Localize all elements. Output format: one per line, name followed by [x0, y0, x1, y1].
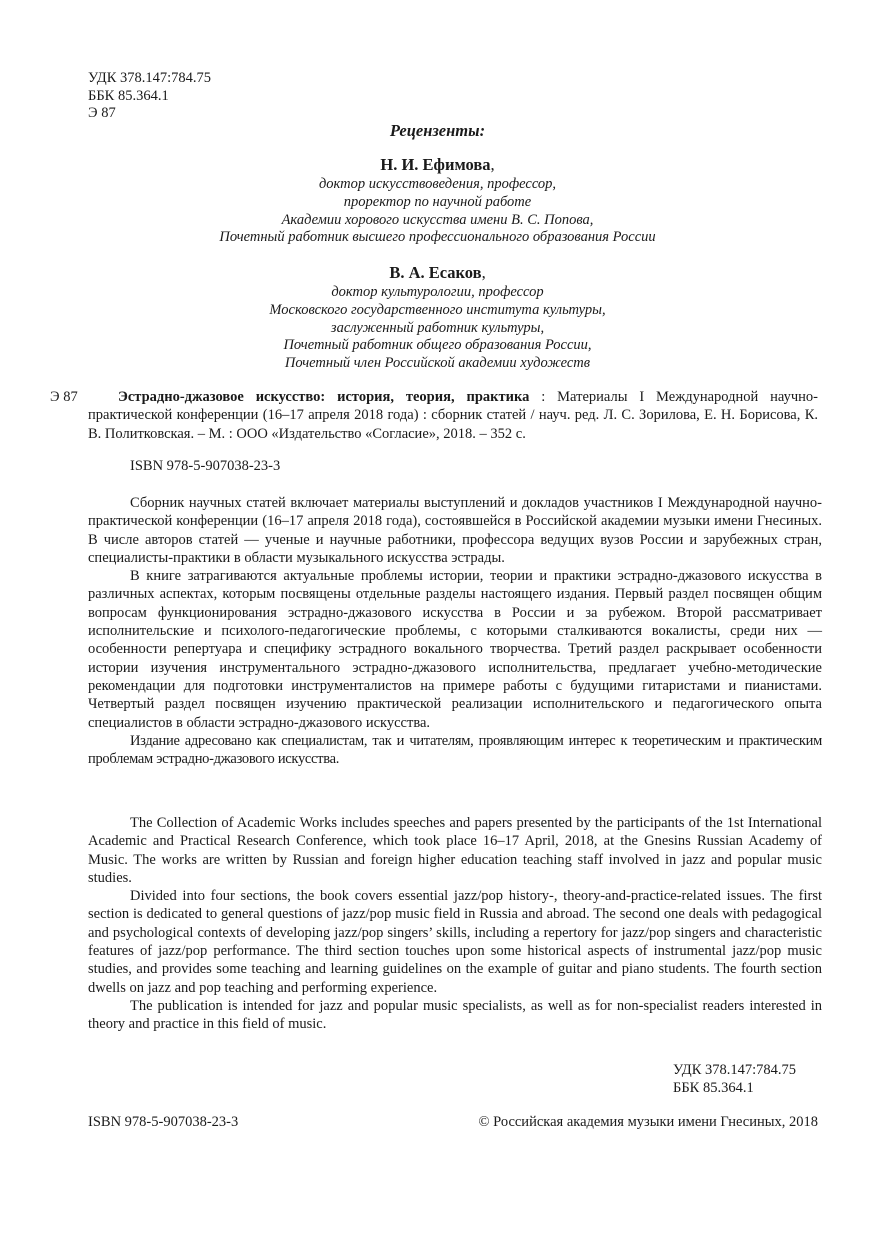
reviewer-title-line: доктор искусствоведения, профессор, — [318, 176, 557, 192]
reviewer-name: Н. И. Ефимова — [380, 155, 491, 174]
bbk-code: ББК 85.364.1 — [673, 1080, 754, 1096]
reviewer-title-line: Почетный член Российской академии художеств — [284, 355, 591, 372]
record-code: Э 87 — [50, 389, 78, 405]
copyright-notice: © Российская академия музыки имени Гнесиных, 2018 — [478, 1114, 818, 1130]
abstract-paragraph: Divided into four sections, the book covers essential jazz/pop history-, theory-and-practice-related issues. The first section is dedicated to general questions of jazz/pop music field in Russia and abroad. The second one deals with pedagogical and psychological contexts of developing jazz/pop singers’ skills, including a repertory for jazz/pop singers and characteristic features of jazz/pop performance. The third section touches upon some historical aspects of instrumental jazz/pop music studies, and provides some teaching and learning guidelines on the example of guitar and piano students. The fourth section dwells on jazz and pop teaching and performing experience. — [88, 888, 822, 996]
reviewers-heading: Рецензенты: — [389, 121, 486, 140]
bbk-code: ББК 85.364.1 — [88, 87, 169, 104]
isbn: ISBN 978-5-907038-23-3 — [130, 458, 281, 474]
reviewer-block: Н. И. Ефимова, доктор искусствоведения, профессор, проректор по научной работе Академии хорового искусства имени В. С. Попова, Почетный работник высшего профессионального образования России — [0, 154, 875, 247]
udk-code: УДК 378.147:784.75 — [673, 1062, 797, 1078]
footer-isbn: ISBN 978-5-907038-23-3 — [88, 1114, 239, 1130]
reviewer-block: В. А. Есаков, доктор культурологии, профессор Московского государственного института культуры, заслуженный работник культуры, Почетный работник общего образования России, Почетный член Российской академии художеств — [0, 262, 875, 373]
author-sign: Э 87 — [88, 105, 116, 121]
reviewer-title-line: проректор по научной работе — [343, 193, 532, 210]
abstract-paragraph: The Collection of Academic Works includes speeches and papers presented by the participants of the 1st International Academic and Practical Research Conference, which took place 16–17 April, 2018, at the Gnesins Russian Academy of Music. The works are written by Russian and foreign higher education teaching staff involved in jazz and popular music studies. — [88, 815, 822, 886]
reviewer-title-line: Московского государственного института культуры, — [269, 301, 606, 318]
classification-codes — [88, 70, 211, 123]
abstract-paragraph: Сборник научных статей включает материалы выступлений и докладов участников I Международной научно-практической конференции (16–17 апреля 2018 года), состоявшейся в Российской академии музыки имени Гнесиных. В числе авторов статей — ученые и научные работники, профессора ведущих вузов России и зарубежных стран, специалисты-практики в области музыкального искусства эстрады. — [88, 495, 822, 566]
book-details: : Материалы I Международной научно-практической конференции (16–17 апреля 2018 года) : сборник статей / науч. ред. Л. С. Зорилова, Е. Н. Борисова, К. В. Политковская. – М. : ООО «Издательство «Согласие», 2018. – 352 с. — [88, 389, 818, 442]
abstract-paragraph: Издание адресовано как специалистам, так и читателям, проявляющим интерес к теоретическим и практическим проблемам эстрадно-джазового искусства. — [88, 732, 822, 768]
footer-classification — [673, 1061, 796, 1097]
reviewer-title-line: Почетный работник общего образования России, — [283, 337, 592, 354]
udk-code: УДК 378.147:784.75 — [88, 70, 212, 86]
reviewer-title-line: Почетный работник высшего профессионального образования России — [219, 229, 656, 246]
abstract-paragraph: В книге затрагиваются актуальные проблемы истории, теории и практики эстрадно-джазового искусства в различных аспектах, которым посвящены отдельные разделы настоящего издания. Первый раздел посвящен общим вопросам функционирования эстрадно-джазового искусства в России и за рубежом. Второй рассматривает исполнительские и психолого-педагогические проблемы, с которыми сталкиваются вокалисты, среди них — особенности репертуара и специфику эстрадного вокального творчества. Третий раздел раскрывает особенности истории изучения инструментального эстрадно-джазового исполнительства, предлагает учебно-методические рекомендации для подготовки инструменталистов на примере работы с будущими гитаристами и пианистами. Четвертый раздел посвящен изучению практической реализации исполнительского и педагогического опыта специалистов в области эстрадно-джазового искусства. — [88, 568, 822, 731]
book-title: Эстрадно-джазовое искусство: история, теория, практика — [118, 389, 530, 405]
reviewer-title-line: Академии хорового искусства имени В. С. Попова, — [281, 211, 594, 228]
reviewer-title-line: заслуженный работник культуры, — [330, 319, 545, 336]
reviewer-title-line: доктор культурологии, профессор — [331, 284, 544, 300]
reviewer-name: В. А. Есаков — [389, 263, 482, 282]
abstract-paragraph: The publication is intended for jazz and popular music specialists, as well as for non-specialist readers interested in theory and practice in this field of music. — [88, 997, 822, 1033]
abstract-russian — [88, 494, 822, 768]
abstract-english — [88, 814, 822, 1034]
bibliographic-record — [50, 388, 818, 443]
